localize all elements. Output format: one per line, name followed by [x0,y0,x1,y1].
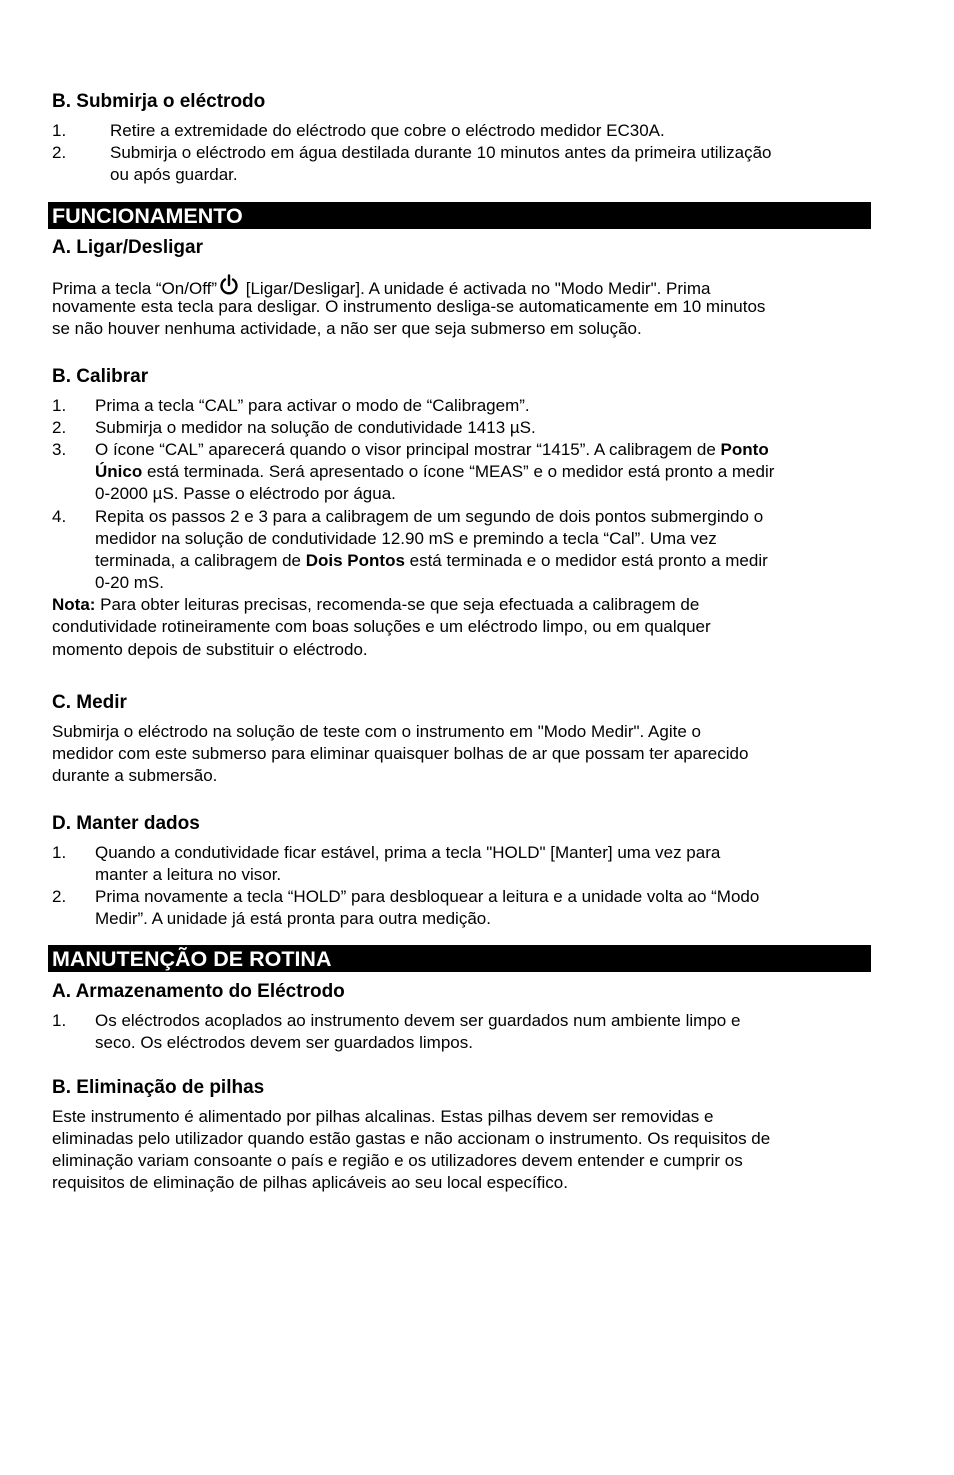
text-run: terminada, a calibragem de [95,551,306,570]
section-heading-eliminacao: B. Eliminação de pilhas [52,1077,265,1098]
note-line: momento depois de substituir o eléctrodo. [52,640,368,659]
list-item-text [95,550,768,572]
list-number: 1. [52,843,67,862]
text-run: Para obter leituras precisas, recomenda-se que seja efectuada a calibragem de [95,595,700,614]
text-run: O ícone “CAL” aparecerá quando o visor principal mostrar “1415”. A calibragem de [95,440,721,459]
paragraph-line: Este instrumento é alimentado por pilhas alcalinas. Estas pilhas devem ser removidas e [52,1107,714,1126]
list-number: 2. [52,887,67,906]
list-item-text [95,461,774,483]
list-item-text: 0-2000 µS. Passe o eléctrodo por água. [95,484,396,503]
list-item-text: medidor na solução de condutividade 12.90 mS e premindo a tecla “Cal”. Uma vez [95,529,717,548]
section-heading-submirja: B. Submirja o eléctrodo [52,91,266,112]
text-run: Prima a tecla “On/Off” [52,279,218,298]
list-item-text: 0-20 mS. [95,573,164,592]
section-heading-manter: D. Manter dados [52,813,200,834]
text-run: está terminada e o medidor está pronto a medir [404,551,768,570]
note-line [52,594,699,616]
list-item-text: Retire a extremidade do eléctrodo que cobre o eléctrodo medidor EC30A. [110,121,665,140]
text-run: está terminada. Será apresentado o ícone “MEAS” e o medidor está pronto a medir [142,462,775,481]
bold-run: Ponto [720,440,769,459]
list-item-text: Submirja o eléctrodo em água destilada durante 10 minutos antes da primeira utilização [110,143,772,162]
section-heading-calibrar: B. Calibrar [52,366,149,387]
list-number: 2. [52,143,67,162]
section-bar-manutencao: MANUTENÇÃO DE ROTINA [48,945,871,972]
section-heading-ligar: A. Ligar/Desligar [52,237,203,258]
paragraph-line: Submirja o eléctrodo na solução de teste com o instrumento em "Modo Medir". Agite o [52,722,701,741]
list-item-text: Prima a tecla “CAL” para activar o modo de “Calibragem”. [95,396,530,415]
list-item-text: Medir”. A unidade já está pronta para outra medição. [95,909,491,928]
list-number: 1. [52,1011,67,1030]
list-number: 1. [52,396,67,415]
note-label: Nota: [52,595,96,614]
list-item-text: manter a leitura no visor. [95,865,282,884]
bold-run: Único [95,462,143,481]
list-item-text [95,439,769,461]
paragraph-line: medidor com este submerso para eliminar quaisquer bolhas de ar que possam ter aparecido [52,744,749,763]
list-number: 1. [52,121,67,140]
note-line: condutividade rotineiramente com boas soluções e um eléctrodo limpo, ou em qualquer [52,617,711,636]
list-item-text: seco. Os eléctrodos devem ser guardados limpos. [95,1033,473,1052]
paragraph-line: durante a submersão. [52,766,218,785]
bold-run: Dois Pontos [305,551,405,570]
list-item-text: Quando a condutividade ficar estável, prima a tecla "HOLD" [Manter] uma vez para [95,843,721,862]
list-number: 2. [52,418,67,437]
paragraph-line: requisitos de eliminação de pilhas aplicáveis ao seu local específico. [52,1173,568,1192]
paragraph-line: se não houver nenhuma actividade, a não ser que seja submerso em solução. [52,319,642,338]
list-item-text: Prima novamente a tecla “HOLD” para desbloquear a leitura e a unidade volta ao “Modo [95,887,760,906]
list-item-text: Submirja o medidor na solução de condutividade 1413 µS. [95,418,536,437]
text-run: [Ligar/Desligar]. A unidade é activada no "Modo Medir". Prima [241,279,711,298]
list-number: 3. [52,440,67,459]
list-item-text: Os eléctrodos acoplados ao instrumento devem ser guardados num ambiente limpo e [95,1011,741,1030]
paragraph-line: novamente esta tecla para desligar. O instrumento desliga-se automaticamente em 10 minutos [52,297,766,316]
section-bar-funcionamento: FUNCIONAMENTO [48,202,871,229]
paragraph-line: eliminação variam consoante o país e região e os utilizadores devem entender e cumprir os [52,1151,743,1170]
section-heading-medir: C. Medir [52,692,127,713]
list-item-text: ou após guardar. [110,165,238,184]
paragraph-line: eliminadas pelo utilizador quando estão gastas e não accionam o instrumento. Os requisitos de [52,1129,771,1148]
section-heading-armazenamento: A. Armazenamento do Eléctrodo [52,981,345,1002]
list-item-text: Repita os passos 2 e 3 para a calibragem de um segundo de dois pontos submergindo o [95,507,764,526]
list-number: 4. [52,507,67,526]
